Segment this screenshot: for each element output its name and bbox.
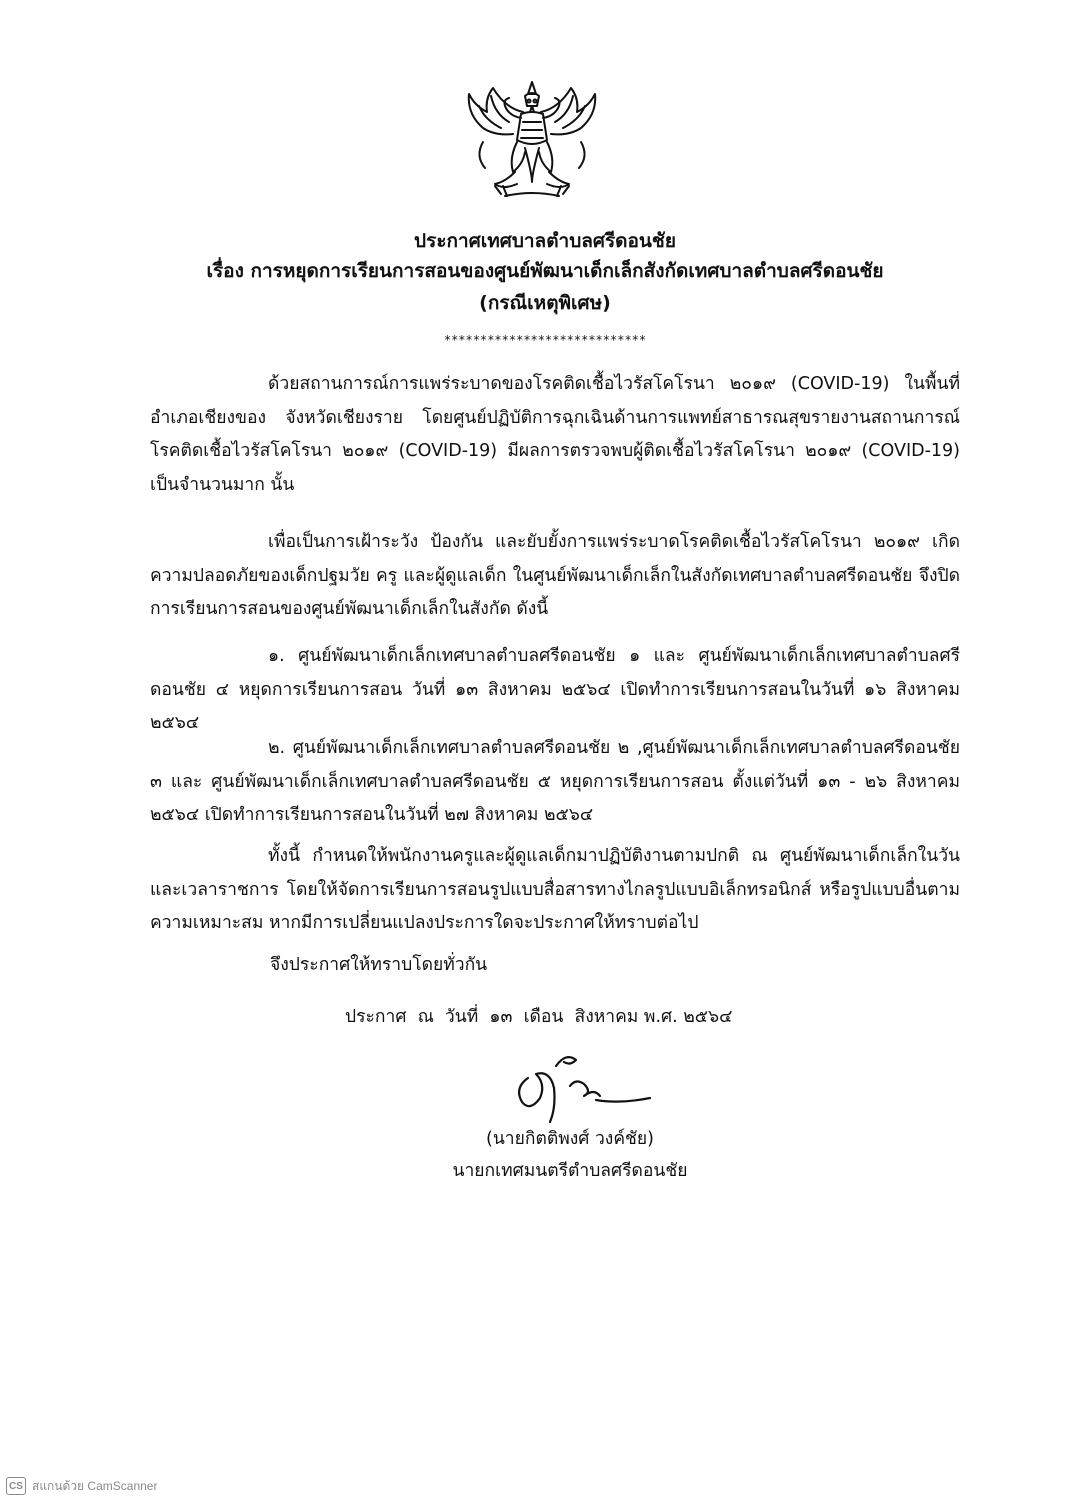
body-paragraph-5: ทั้งนี้ กำหนดให้พนักงานครูและผู้ดูแลเด็กมาปฏิบัติงานตามปกติ ณ ศูนย์พัฒนาเด็กเล็กในวันและเวลาราชการ โดยให้จัดการเรียนการสอนรูปแบบสื่อสารทางไกลรูปแบบอิเล็กทรอนิกส์ หรือรูปแบบอื่นตามความเหมาะสม หากมีการเปลี่ยนแปลงประการใดจะประกาศให้ทราบต่อไป [150,846,960,933]
body-paragraph-3: ๑. ศูนย์พัฒนาเด็กเล็กเทศบาลตำบลศรีดอนชัย ๑ และ ศูนย์พัฒนาเด็กเล็กเทศบาลตำบลศรีดอนชัย ๔ หยุดการเรียนการสอน วันที่ ๑๓ สิงหาคม ๒๕๖๔ เปิดทำการเรียนการสอนในวันที่ ๑๖ สิงหาคม ๒๕๖๔ [150,646,960,733]
camscanner-logo-icon: CS [6,1477,26,1495]
document-title: ประกาศเทศบาลตำบลศรีดอนชัย [414,230,676,252]
signer-title: นายกเทศมนตรีตำบลศรีดอนชัย [452,1161,688,1181]
announcement-date: ประกาศ ณ วันที่ ๑๓ เดือน สิงหาคม พ.ศ. ๒๕๖๔ [345,1007,733,1027]
signer-name: (นายกิตติพงศ์ วงค์ชัย) [486,1129,654,1149]
body-paragraph-4: ๒. ศูนย์พัฒนาเด็กเล็กเทศบาลตำบลศรีดอนชัย ๒ ,ศูนย์พัฒนาเด็กเล็กเทศบาลตำบลศรีดอนชัย ๓ และ ศูนย์พัฒนาเด็กเล็กเทศบาลตำบลศรีดอนชัย ๕ หยุดการเรียนการสอน ตั้งแต่วันที่ ๑๓ - ๒๖ สิงหาคม ๒๕๖๔ เปิดทำการเรียนการสอนในวันที่ ๒๗ สิงหาคม ๒๕๖๔ [150,738,960,825]
camscanner-watermark [6,1476,157,1496]
handwritten-signature [510,1048,660,1123]
camscanner-text: สแกนด้วย CamScanner [32,1478,158,1493]
body-paragraph-2: เพื่อเป็นการเฝ้าระวัง ป้องกัน และยับยั้งการแพร่ระบาดโรคติดเชื้อไวรัสโคโรนา ๒๐๑๙ เกิดความปลอดภัยของเด็กปฐมวัย ครู และผู้ดูแลเด็ก ในศูนย์พัฒนาเด็กเล็กในสังกัดเทศบาลตำบลศรีดอนชัย จึงปิดการเรียนการสอนของศูนย์พัฒนาเด็กเล็กในสังกัด ดังนี้ [150,532,960,619]
garuda-emblem-icon [465,78,600,203]
closing-statement: จึงประกาศให้ทราบโดยทั่วกัน [270,955,488,975]
body-paragraph-1: ด้วยสถานการณ์การแพร่ระบาดของโรคติดเชื้อไวรัสโคโรนา ๒๐๑๙ (COVID-19) ในพื้นที่อำเภอเชียงของ จังหวัดเชียงราย โดยศูนย์ปฏิบัติการฉุกเฉินด้านการแพทย์สาธารณสุขรายงานสถานการณ์โรคติดเชื้อไวรัสโคโรนา ๒๐๑๙ (COVID-19) มีผลการตรวจพบผู้ติดเชื้อไวรัสโคโรนา ๒๐๑๙ (COVID-19) เป็นจำนวนมาก นั้น [150,374,960,495]
document-subject: เรื่อง การหยุดการเรียนการสอนของศูนย์พัฒนาเด็กเล็กสังกัดเทศบาลตำบลศรีดอนชัย [206,260,884,282]
separator-line: **************************** [443,333,647,347]
document-subject-note: (กรณีเหตุพิเศษ) [479,292,611,314]
